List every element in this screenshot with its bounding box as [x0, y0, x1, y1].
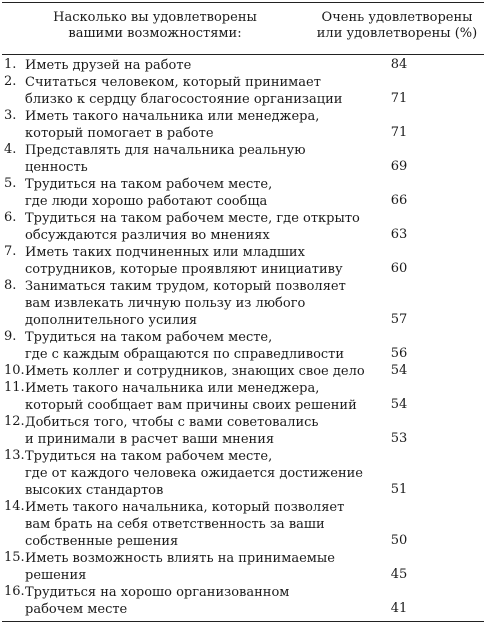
row-percent-value: 60 — [390, 261, 408, 276]
row-statement — [25, 74, 365, 108]
row-number: 8. — [4, 278, 17, 293]
row-number: 7. — [4, 244, 17, 259]
row-statement — [25, 499, 365, 550]
row-percent-value: 45 — [390, 567, 408, 582]
row-percent-value: 54 — [390, 363, 408, 378]
row-percent-value: 56 — [390, 346, 408, 361]
row-number: 3. — [4, 108, 17, 123]
row-statement-line: Иметь возможность влиять на принимаемые — [25, 551, 335, 566]
row-number: 5. — [4, 176, 17, 191]
row-statement-line: Иметь такого начальника или менеджера, — [25, 109, 320, 124]
row-statement-line: дополнительного усилия — [25, 313, 198, 328]
row-percent-value: 66 — [390, 193, 408, 208]
row-statement-line: Иметь коллег и сотрудников, знающих свое дело — [25, 364, 365, 379]
header-question-line: вашими возможностями: — [68, 26, 242, 41]
row-number: 12. — [4, 414, 25, 429]
row-number: 9. — [4, 329, 17, 344]
row-statement-line: Представлять для начальника реальную — [25, 143, 306, 158]
row-statement — [25, 108, 365, 142]
row-statement — [25, 210, 365, 244]
header-satisfied-percent — [312, 10, 482, 42]
row-statement-line: вам брать на себя ответственность за ваши — [25, 517, 325, 532]
row-statement-line: Считаться человеком, который принимает — [25, 75, 321, 90]
row-number: 4. — [4, 142, 17, 157]
row-percent-value: 57 — [390, 312, 408, 327]
row-number: 10. — [4, 363, 25, 378]
row-number: 16. — [4, 584, 25, 599]
row-percent-value: 51 — [390, 482, 408, 497]
row-statement — [25, 380, 365, 414]
row-statement-line: Трудиться на таком рабочем месте, — [25, 449, 273, 464]
row-statement-line: Трудиться на таком рабочем месте, где открыто — [25, 211, 360, 226]
row-number: 14. — [4, 499, 25, 514]
row-statement-line: который сообщает вам причины своих решений — [25, 398, 357, 413]
row-statement-line: Иметь такого начальника, который позволяет — [25, 500, 345, 515]
row-statement-line: высоких стандартов — [25, 483, 164, 498]
header-rule — [2, 54, 484, 55]
row-statement-line: близко к сердцу благосостояние организации — [25, 92, 343, 107]
header-question — [20, 10, 290, 42]
row-statement-line: обсуждаются различия во мнениях — [25, 228, 270, 243]
header-percent-line: или удовлетворены (%) — [316, 26, 478, 41]
row-number: 11. — [4, 380, 25, 395]
row-percent-value: 50 — [390, 533, 408, 548]
row-statement-line: Добиться того, чтобы с вами советовались — [25, 415, 319, 430]
row-statement-line: ценность — [25, 160, 88, 175]
table-bottom-rule — [2, 621, 484, 622]
row-statement — [25, 550, 365, 584]
row-statement-line: решения — [25, 568, 87, 583]
row-statement-line: Трудиться на таком рабочем месте, — [25, 177, 273, 192]
row-percent-value: 69 — [390, 159, 408, 174]
row-number: 2. — [4, 74, 17, 89]
row-statement — [25, 142, 365, 176]
row-statement — [25, 244, 365, 278]
row-statement — [25, 363, 365, 380]
row-number: 6. — [4, 210, 17, 225]
row-percent-value: 84 — [390, 57, 408, 72]
row-statement — [25, 57, 365, 74]
row-statement-line: и принимали в расчет ваши мнения — [25, 432, 275, 447]
row-statement-line: Трудиться на таком рабочем месте, — [25, 330, 273, 345]
row-statement-line: где от каждого человека ожидается достижение — [25, 466, 363, 481]
table-top-rule — [2, 2, 484, 3]
row-percent-value: 71 — [390, 125, 408, 140]
row-statement — [25, 414, 365, 448]
row-statement — [25, 278, 365, 329]
row-percent-value: 53 — [390, 431, 408, 446]
row-number: 13. — [4, 448, 25, 463]
header-percent-line: Очень удовлетворены — [321, 10, 473, 25]
row-statement — [25, 329, 365, 363]
row-statement-line: который помогает в работе — [25, 126, 214, 141]
row-statement-line: Иметь друзей на работе — [25, 58, 192, 73]
row-statement-line: Иметь такого начальника или менеджера, — [25, 381, 320, 396]
row-percent-value: 54 — [390, 397, 408, 412]
row-statement-line: рабочем месте — [25, 602, 128, 617]
row-percent-value: 41 — [390, 601, 408, 616]
row-statement — [25, 176, 365, 210]
row-statement — [25, 448, 365, 499]
row-statement-line: Трудиться на хорошо организованном — [25, 585, 290, 600]
row-statement — [25, 584, 365, 618]
row-number: 15. — [4, 550, 25, 565]
header-question-line: Насколько вы удовлетворены — [53, 10, 257, 25]
row-statement-line: Заниматься таким трудом, который позволяет — [25, 279, 346, 294]
row-statement-line: Иметь таких подчиненных или младших — [25, 245, 305, 260]
row-percent-value: 63 — [390, 227, 408, 242]
row-statement-line: где люди хорошо работают сообща — [25, 194, 268, 209]
row-statement-line: сотрудников, которые проявляют инициативу — [25, 262, 343, 277]
row-statement-line: где с каждым обращаются по справедливости — [25, 347, 345, 362]
row-statement-line: вам извлекать личную пользу из любого — [25, 296, 306, 311]
row-number: 1. — [4, 57, 17, 72]
row-percent-value: 71 — [390, 91, 408, 106]
row-statement-line: собственные решения — [25, 534, 179, 549]
